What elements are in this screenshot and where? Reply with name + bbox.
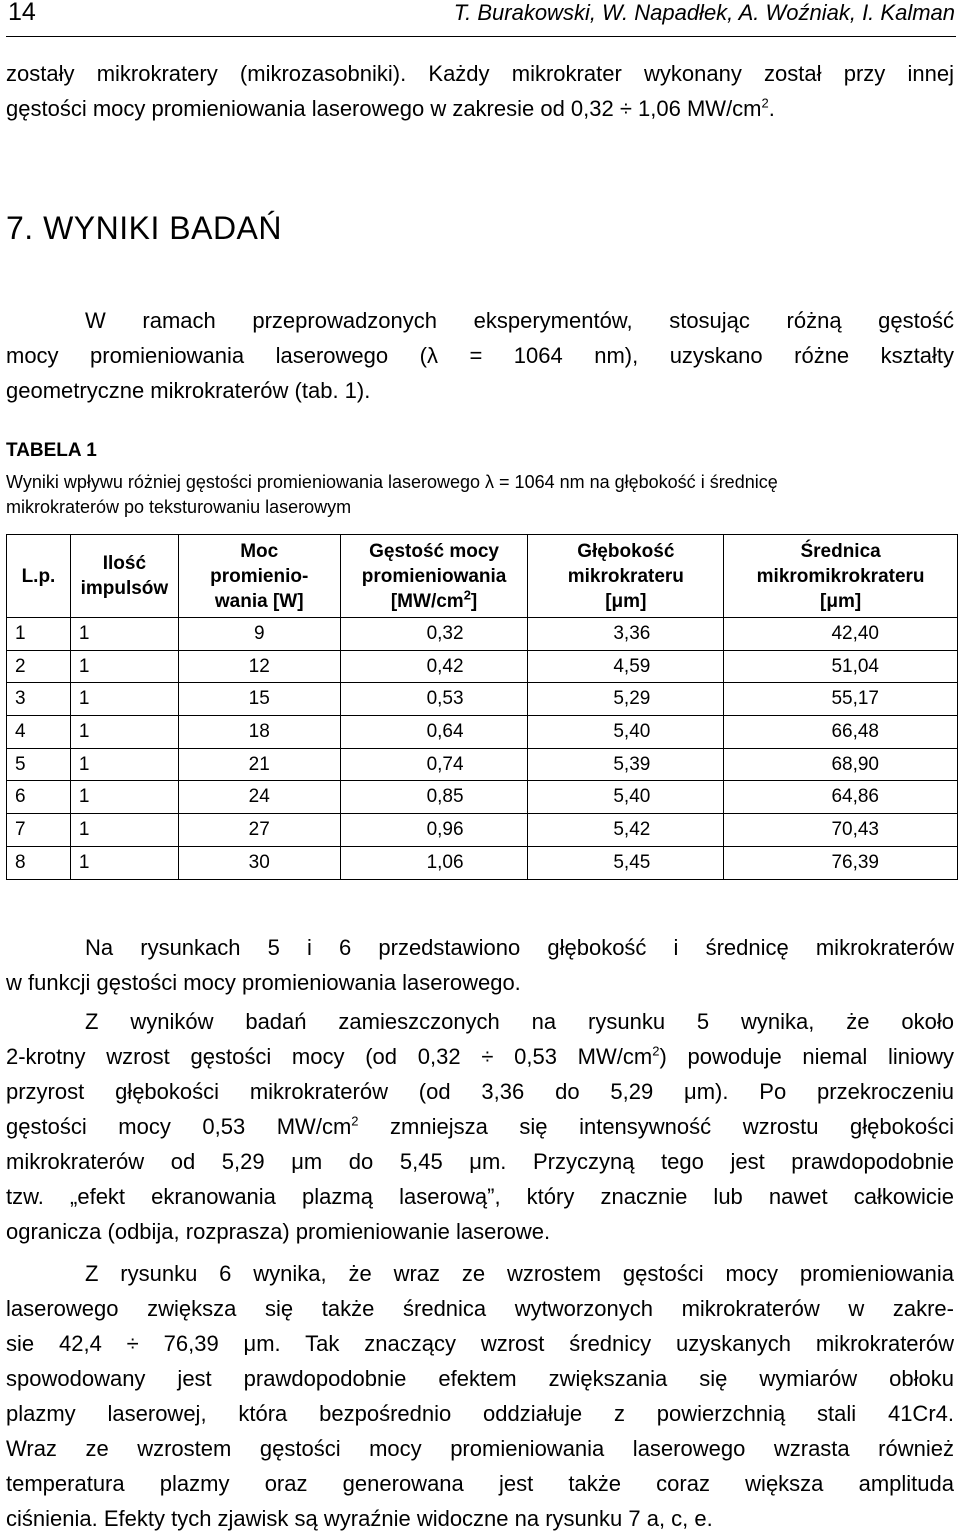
cell-diameter: 76,39 xyxy=(724,846,958,879)
table-row xyxy=(7,650,958,683)
cell-diameter: 64,86 xyxy=(724,781,958,814)
col-header-diameter: Średnica mikromikrokrateru [μm] xyxy=(724,535,958,618)
body-paragraph-3 xyxy=(6,1256,954,1536)
cell-density: 0,53 xyxy=(340,683,528,716)
cell-lp: 4 xyxy=(7,716,71,749)
cell-lp: 6 xyxy=(7,781,71,814)
col-header-pulses: Ilość impulsów xyxy=(70,535,178,618)
cell-diameter: 55,17 xyxy=(724,683,958,716)
cell-power: 12 xyxy=(178,650,340,683)
cell-lp: 1 xyxy=(7,618,71,651)
text-line: sie 42,4 ÷ 76,39 μm. Tak znaczący wzrost średnicy uzyskanych mikrokraterów xyxy=(6,1331,954,1356)
cell-depth: 5,39 xyxy=(528,748,724,781)
table-title: TABELA 1 xyxy=(6,440,97,461)
cell-pulses: 1 xyxy=(70,846,178,879)
col-header-power: Moc promienio- wania [W] xyxy=(178,535,340,618)
text-line: gęstości mocy promieniowania laserowego w zakresie od 0,32 ÷ 1,06 $MW/cm^2$. xyxy=(6,95,775,121)
cell-pulses: 1 xyxy=(70,716,178,749)
cell-density: 0,74 xyxy=(340,748,528,781)
table-row xyxy=(7,781,958,814)
col-header-lp: L.p. xyxy=(7,535,71,618)
text-line: ogranicza (odbija, rozprasza) promieniowanie laserowe. xyxy=(6,1219,551,1244)
cell-depth: 5,40 xyxy=(528,716,724,749)
cell-power: 15 xyxy=(178,683,340,716)
cell-depth: 4,59 xyxy=(528,650,724,683)
table-row xyxy=(7,846,958,879)
running-header-authors: T. Burakowski, W. Napadłek, A. Woźniak, I. Kalman xyxy=(453,0,955,25)
text-line: Wraz ze wzrostem gęstości mocy promieniowania laserowego wzrasta również xyxy=(6,1436,954,1461)
cell-depth: 5,45 xyxy=(528,846,724,879)
cell-depth: 3,36 xyxy=(528,618,724,651)
text-line: geometryczne mikrokraterów (tab. 1). xyxy=(6,378,371,403)
cell-depth: 5,40 xyxy=(528,781,724,814)
cell-diameter: 68,90 xyxy=(724,748,958,781)
cell-power: 30 xyxy=(178,846,340,879)
cell-diameter: 70,43 xyxy=(724,814,958,847)
body-paragraph-1 xyxy=(6,930,954,1000)
text-line: Z rysunku 6 wynika, że wraz ze wzrostem gęstości mocy promieniowania xyxy=(85,1261,954,1286)
section-paragraph xyxy=(6,303,954,408)
text-line: Na rysunkach 5 i 6 przedstawiono głębokość i średnicę mikrokraterów xyxy=(85,935,954,960)
cell-pulses: 1 xyxy=(70,618,178,651)
cell-density: 1,06 xyxy=(340,846,528,879)
text-line: w funkcji gęstości mocy promieniowania laserowego. xyxy=(6,970,521,995)
cell-lp: 7 xyxy=(7,814,71,847)
cell-lp: 8 xyxy=(7,846,71,879)
results-table xyxy=(6,534,958,880)
header-rule xyxy=(6,36,956,37)
col-header-depth: Głębokość mikrokrateru [μm] xyxy=(528,535,724,618)
cell-lp: 2 xyxy=(7,650,71,683)
cell-pulses: 1 xyxy=(70,814,178,847)
cell-power: 18 xyxy=(178,716,340,749)
col-header-density: Gęstość mocy promieniowania $[MW/cm^2]$ xyxy=(340,535,528,618)
text-line: W ramach przeprowadzonych eksperymentów, stosując różną gęstość xyxy=(85,308,954,333)
cell-density: 0,32 xyxy=(340,618,528,651)
text-line: tzw. „efekt ekranowania plazmą laserową”, który znacznie lub nawet całkowicie xyxy=(6,1184,954,1209)
text-line: laserowego zwiększa się także średnica wytworzonych mikrokraterów w zakre- xyxy=(6,1296,954,1321)
cell-pulses: 1 xyxy=(70,781,178,814)
text-line: ciśnienia. Efekty tych zjawisk są wyraźnie widoczne na rysunku 7 a, c, e. xyxy=(6,1506,713,1531)
table-caption xyxy=(6,470,956,520)
text-line: spowodowany jest prawdopodobnie efektem zwiększania się wymiarów obłoku xyxy=(6,1366,954,1391)
table-row xyxy=(7,618,958,651)
page-number: 14 xyxy=(8,0,36,26)
body-paragraph-2 xyxy=(6,1004,954,1249)
text-line: zostały mikrokratery (mikrozasobniki). Każdy mikrokrater wykonany został przy innej xyxy=(6,61,954,86)
text-line: przyrost głębokości mikrokraterów (od 3,36 do 5,29 μm). Po przekroczeniu xyxy=(6,1079,954,1104)
cell-lp: 5 xyxy=(7,748,71,781)
table-row xyxy=(7,748,958,781)
cell-pulses: 1 xyxy=(70,650,178,683)
text-line: plazmy laserowej, która bezpośrednio oddziałuje z powierzchnią stali 41Cr4. xyxy=(6,1401,954,1426)
cell-density: 0,42 xyxy=(340,650,528,683)
text-line: Z wyników badań zamieszczonych na rysunku 5 wynika, że około xyxy=(85,1009,954,1034)
table-row xyxy=(7,683,958,716)
cell-diameter: 66,48 xyxy=(724,716,958,749)
cell-power: 21 xyxy=(178,748,340,781)
table-header-row xyxy=(7,535,958,618)
table-row xyxy=(7,814,958,847)
cell-lp: 3 xyxy=(7,683,71,716)
caption-line: Wyniki wpływu różniej gęstości promieniowania laserowego λ = 1064 nm na głębokość i średnicę xyxy=(6,472,778,492)
cell-density: 0,64 xyxy=(340,716,528,749)
text-line: mocy promieniowania laserowego (λ = 1064 nm), uzyskano różne kształty xyxy=(6,343,954,368)
cell-density: 0,96 xyxy=(340,814,528,847)
cell-pulses: 1 xyxy=(70,683,178,716)
text-line: mikrokraterów od 5,29 μm do 5,45 μm. Przyczyną tego jest prawdopodobnie xyxy=(6,1149,954,1174)
intro-paragraph xyxy=(6,56,954,126)
cell-pulses: 1 xyxy=(70,748,178,781)
text-line: gęstości mocy 0,53 $MW/cm^2$ zmniejsza się intensywność wzrostu głębokości xyxy=(6,1113,954,1139)
section-heading: 7. WYNIKI BADAŃ xyxy=(6,210,282,246)
text-line: 2-krotny wzrost gęstości mocy (od 0,32 ÷ 0,53 $MW/cm^2$) powoduje niemal liniowy xyxy=(6,1043,954,1069)
cell-diameter: 51,04 xyxy=(724,650,958,683)
cell-power: 24 xyxy=(178,781,340,814)
cell-depth: 5,42 xyxy=(528,814,724,847)
cell-power: 27 xyxy=(178,814,340,847)
cell-depth: 5,29 xyxy=(528,683,724,716)
cell-density: 0,85 xyxy=(340,781,528,814)
cell-power: 9 xyxy=(178,618,340,651)
text-line: temperatura plazmy oraz generowana jest także coraz większa amplituda xyxy=(6,1471,954,1496)
cell-diameter: 42,40 xyxy=(724,618,958,651)
table-row xyxy=(7,716,958,749)
caption-line: mikrokraterów po teksturowaniu laserowym xyxy=(6,497,352,517)
